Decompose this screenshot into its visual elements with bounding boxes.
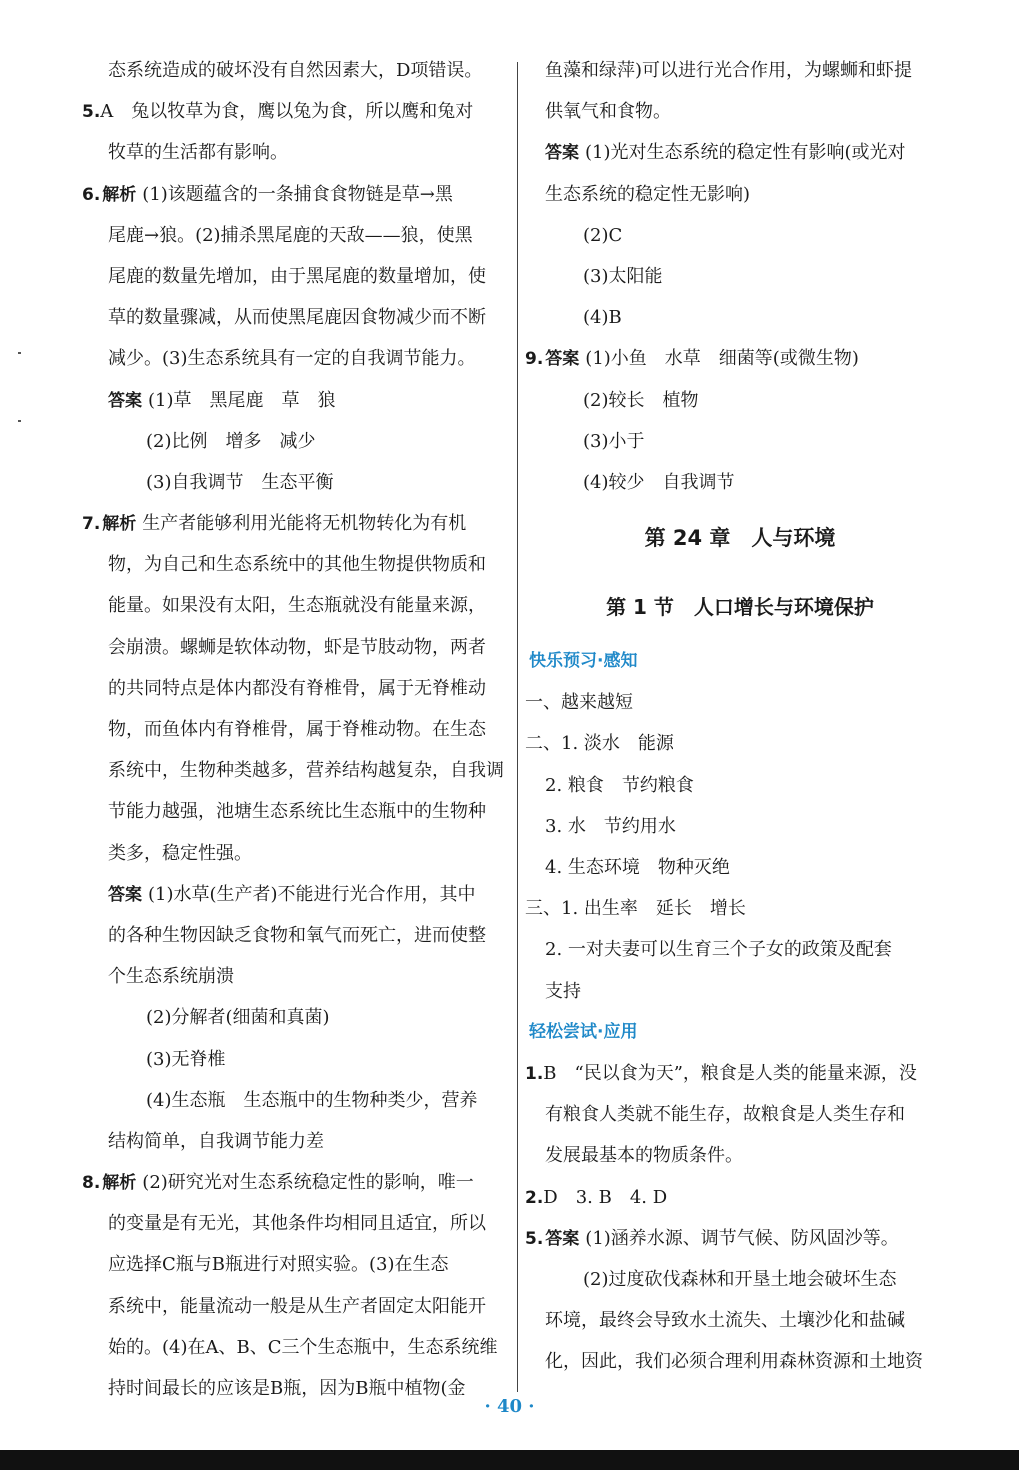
text-line xyxy=(82,668,514,709)
line-text: B “民以食为天”，粮食是人类的能量来源，没 xyxy=(543,1062,917,1084)
answer-keyword: 答案 xyxy=(545,143,579,164)
line-text: 尾鹿→狼。(2)捕杀黑尾鹿的天敌——狼，使黑 xyxy=(108,224,473,246)
text-line xyxy=(82,91,514,132)
line-text: 始的。(4)在A、B、C三个生态瓶中，生态系统维 xyxy=(108,1336,498,1358)
text-line xyxy=(82,1039,514,1080)
text-line xyxy=(525,888,955,929)
text-line xyxy=(82,50,514,91)
line-text: (1)涵养水源、调节气候、防风固沙等。 xyxy=(585,1227,899,1249)
text-line xyxy=(82,627,514,668)
line-text: (3)无脊椎 xyxy=(146,1048,226,1070)
line-text: D 3. B 4. D xyxy=(543,1186,668,1208)
text-line xyxy=(82,1121,514,1162)
line-text: 发展最基本的物质条件。 xyxy=(545,1145,743,1167)
line-text: (3)太阳能 xyxy=(583,265,663,287)
text-line xyxy=(525,1218,955,1259)
line-text: (1)草 黑尾鹿 草 狼 xyxy=(148,389,336,411)
text-line xyxy=(525,174,955,215)
section-heading: 快乐预习·感知 xyxy=(529,651,638,672)
text-line xyxy=(525,765,955,806)
line-text: 4. 生态环境 物种灭绝 xyxy=(545,857,730,878)
text-line xyxy=(82,380,514,421)
text-line xyxy=(82,915,514,956)
text-line xyxy=(82,997,514,1038)
line-text: 系统中，能量流动一般是从生产者固定太阳能开 xyxy=(108,1295,486,1317)
line-text: 系统中，生物种类越多，营养结构越复杂，自我调 xyxy=(108,760,504,782)
line-text: 会崩溃。螺蛳是软体动物，虾是节肢动物，两者 xyxy=(108,636,486,658)
line-text: (2)研究光对生态系统稳定性的影响，唯一 xyxy=(142,1172,474,1194)
section-heading: 轻松尝试·应用 xyxy=(529,1021,638,1042)
line-text: 牧草的生活都有影响。 xyxy=(108,142,288,164)
text-line xyxy=(525,929,955,970)
line-text: 一、越来越短 xyxy=(525,692,633,714)
text-line xyxy=(82,132,514,173)
text-line xyxy=(525,91,955,132)
line-text: 2. 一对夫妻可以生育三个子女的政策及配套 xyxy=(545,939,892,961)
text-line xyxy=(82,462,514,503)
text-line xyxy=(525,1259,955,1300)
line-text: 3. 水 节约用水 xyxy=(545,815,676,837)
chapter-title: 第 24 章 人与环境 xyxy=(644,526,836,551)
line-text: 减少。(3)生态系统具有一定的自我调节能力。 xyxy=(108,348,476,370)
line-text: (4)较少 自我调节 xyxy=(583,471,735,493)
text-line xyxy=(525,971,955,1012)
answer-keyword: 解析 xyxy=(102,184,137,205)
text-line xyxy=(82,215,514,256)
line-text: 生产者能够利用光能将无机物转化为有机 xyxy=(142,513,467,535)
section-title: 第 1 节 人口增长与环境保护 xyxy=(606,595,874,620)
question-number: 5. xyxy=(82,102,101,123)
text-line xyxy=(525,1341,955,1382)
line-text: 能量。如果没有太阳，生态瓶就没有能量来源， xyxy=(108,595,486,617)
question-number: 8. xyxy=(82,1173,101,1194)
line-text: (1)小鱼 水草 细菌等(或微生物) xyxy=(585,348,859,370)
line-text: (3)自我调节 生态平衡 xyxy=(146,471,334,493)
question-number: 6. xyxy=(82,184,101,205)
text-line xyxy=(82,1244,514,1285)
line-text: 持时间最长的应该是B瓶，因为B瓶中植物(金 xyxy=(108,1378,466,1399)
text-line xyxy=(82,585,514,626)
text-line xyxy=(82,297,514,338)
line-text: 有粮食人类就不能生存，故粮食是人类生存和 xyxy=(545,1104,905,1126)
text-line xyxy=(82,1162,514,1203)
text-line xyxy=(525,1135,955,1176)
question-number: 5. xyxy=(525,1228,544,1249)
answer-keyword: 解析 xyxy=(102,1173,137,1194)
text-line xyxy=(525,723,955,764)
line-text: 环境，最终会导致水土流失、土壤沙化和盐碱 xyxy=(545,1310,905,1332)
text-line xyxy=(82,833,514,874)
column-divider xyxy=(517,62,518,1392)
text-line xyxy=(82,544,514,585)
text-line xyxy=(82,750,514,791)
line-text: 结构简单，自我调节能力差 xyxy=(108,1130,324,1152)
line-text: 态系统造成的破坏没有自然因素大，D项错误。 xyxy=(108,60,483,81)
text-line xyxy=(82,503,514,544)
text-line xyxy=(525,682,955,723)
line-text: (2)比例 增多 减少 xyxy=(146,430,316,452)
answer-keyword: 答案 xyxy=(545,349,580,370)
line-text: 类多，稳定性强。 xyxy=(108,842,252,864)
line-text: (2)较长 植物 xyxy=(583,389,699,411)
line-text: 个生态系统崩溃 xyxy=(108,966,234,988)
line-text: (4)B xyxy=(583,307,622,329)
scan-bottom-edge xyxy=(0,1450,1019,1470)
text-line xyxy=(525,50,955,91)
line-text: 支持 xyxy=(545,980,581,1002)
text-line xyxy=(82,791,514,832)
line-text: 物，而鱼体内有脊椎骨，属于脊椎动物。在生态 xyxy=(108,719,486,740)
answer-keyword: 答案 xyxy=(108,390,142,411)
text-line xyxy=(82,1080,514,1121)
text-line xyxy=(82,421,514,462)
line-text: 尾鹿的数量先增加，由于黑尾鹿的数量增加，使 xyxy=(108,265,486,287)
line-text: (1)光对生态系统的稳定性有影响(或光对 xyxy=(585,142,906,164)
line-text: 2. 粮食 节约粮食 xyxy=(545,774,694,796)
text-line xyxy=(525,215,955,256)
line-text: 的共同特点是体内都没有脊椎骨，属于无脊椎动 xyxy=(108,677,486,699)
question-number: 1. xyxy=(525,1063,544,1084)
line-text: 化，因此，我们必须合理利用森林资源和土地资 xyxy=(545,1351,923,1373)
text-line xyxy=(82,1327,514,1368)
line-text: 的各种生物因缺乏食物和氧气而死亡，进而使整 xyxy=(108,924,486,946)
text-line xyxy=(525,132,955,173)
text-line xyxy=(82,338,514,379)
line-text: (2)分解者(细菌和真菌) xyxy=(146,1007,330,1029)
line-text: 应选择C瓶与B瓶进行对照实验。(3)在生态 xyxy=(108,1254,449,1276)
left-column xyxy=(82,50,514,1409)
line-text: 鱼藻和绿萍)可以进行光合作用，为螺蛳和虾提 xyxy=(545,60,913,81)
question-number: 2. xyxy=(525,1187,544,1208)
scan-speck xyxy=(18,420,21,422)
line-text: (2)C xyxy=(583,224,623,246)
answer-keyword: 解析 xyxy=(102,514,137,535)
line-text: (2)过度砍伐森林和开垦土地会破坏生态 xyxy=(583,1268,897,1290)
text-line xyxy=(525,1094,955,1135)
text-line xyxy=(525,1177,955,1218)
text-line xyxy=(525,847,955,888)
text-line xyxy=(525,1300,955,1341)
text-line xyxy=(82,709,514,750)
question-number: 9. xyxy=(525,349,544,370)
text-line xyxy=(525,421,955,462)
line-text: 节能力越强，池塘生态系统比生态瓶中的生物种 xyxy=(108,801,486,823)
text-line xyxy=(525,297,955,338)
line-text: (1)水草(生产者)不能进行光合作用，其中 xyxy=(148,883,476,905)
line-text: 三、1. 出生率 延长 增长 xyxy=(525,898,746,920)
text-line xyxy=(525,1053,955,1094)
line-text: (4)生态瓶 生态瓶中的生物种类少，营养 xyxy=(146,1089,478,1111)
text-line xyxy=(525,256,955,297)
text-line xyxy=(82,256,514,297)
page-number: · 40 · xyxy=(484,1396,535,1417)
text-line xyxy=(525,338,955,379)
text-line xyxy=(82,874,514,915)
text-line xyxy=(82,1286,514,1327)
line-text: 二、1. 淡水 能源 xyxy=(525,733,674,755)
text-line xyxy=(525,806,955,847)
line-text: (1)该题蕴含的一条捕食食物链是草→黑 xyxy=(142,183,453,205)
right-column xyxy=(525,50,955,1382)
text-line xyxy=(82,174,514,215)
line-text: 生态系统的稳定性无影响) xyxy=(545,183,751,205)
text-line xyxy=(525,462,955,503)
line-text: A 兔以牧草为食，鹰以兔为食，所以鹰和兔对 xyxy=(100,101,474,123)
line-text: 供氧气和食物。 xyxy=(545,101,671,123)
text-line xyxy=(525,380,955,421)
line-text: (3)小于 xyxy=(583,430,645,452)
line-text: 物，为自己和生态系统中的其他生物提供物质和 xyxy=(108,554,486,576)
text-line xyxy=(82,1203,514,1244)
line-text: 草的数量骤减，从而使黑尾鹿因食物减少而不断 xyxy=(108,307,486,329)
scan-speck xyxy=(18,352,21,354)
question-number: 7. xyxy=(82,514,101,535)
answer-keyword: 答案 xyxy=(545,1228,580,1249)
text-line xyxy=(82,956,514,997)
answer-keyword: 答案 xyxy=(108,884,142,905)
line-text: 的变量是有无光，其他条件均相同且适宜，所以 xyxy=(108,1213,486,1235)
